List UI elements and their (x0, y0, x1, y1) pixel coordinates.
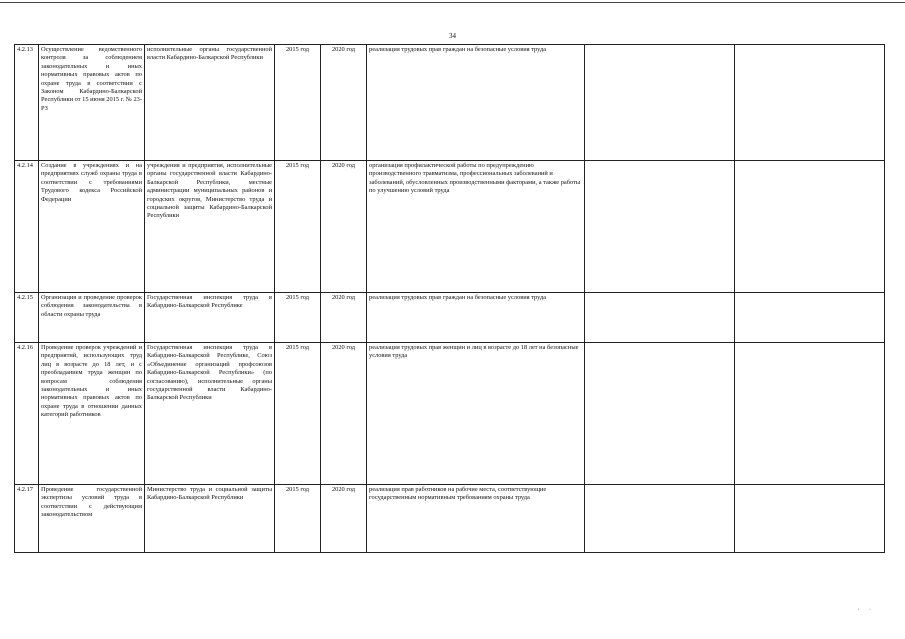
activity-cell: Проведение проверок учреждений и предприятий, использующих труд лиц в возрасте до 18 лет, и с преобладанием труда женщин по вопросам соблюдения законодательных и иных нормативных правовых актов по охране труда в отношении данных категорий работников (39, 343, 145, 485)
row-number: 4.2.15 (15, 293, 39, 343)
executor-cell: Министерство труда и социальной защиты Кабардино-Балкарской Республики (145, 485, 275, 553)
result-cell: реализация трудовых прав женщин и лиц в возрасте до 18 лет на безопасные условия труда (367, 343, 585, 485)
scan-top-edge (0, 2, 905, 3)
table-row (15, 161, 885, 293)
result-cell: реализация прав работников на рабочие места, соответствующие государственным нормативным требованиям охраны труда (367, 485, 585, 553)
start-year-cell: 2015 год (275, 45, 321, 161)
empty-cell (585, 293, 735, 343)
table-row (15, 343, 885, 485)
result-cell: организация профилактической работы по предупреждению производственного травматизма, профессиональных заболеваний и заболеваний, обусловленных производственными факторами, а также работы по улучшению условий труда (367, 161, 585, 293)
end-year-cell: 2020 год (321, 293, 367, 343)
row-number: 4.2.17 (15, 485, 39, 553)
empty-cell (735, 485, 885, 553)
end-year-cell: 2020 год (321, 45, 367, 161)
measures-table (14, 44, 885, 553)
activity-cell: Создание в учреждениях и на предприятиях служб охраны труда в соответствии с требованиями Трудового кодекса Российской Федерации (39, 161, 145, 293)
activity-cell: Осуществление ведомственного контроля за соблюдением законодательных и иных нормативных правовых актов по охране труда в соответствии с Законом Кабардино-Балкарской Республики от 15 июня 2015 г. № 23-РЗ (39, 45, 145, 161)
row-number: 4.2.13 (15, 45, 39, 161)
empty-cell (585, 343, 735, 485)
empty-cell (585, 45, 735, 161)
empty-cell (585, 161, 735, 293)
start-year-cell: 2015 год (275, 293, 321, 343)
table-row (15, 485, 885, 553)
empty-cell (585, 485, 735, 553)
executor-cell: Государственная инспекция труда в Кабардино-Балкарской Республике, Союз «Объединение организаций профсоюзов Кабардино-Балкарской Республики» (по согласованию), исполнительные органы государственной власти Кабардино-Балкарской Республики (145, 343, 275, 485)
empty-cell (735, 293, 885, 343)
table-row (15, 293, 885, 343)
scan-artifact-marks: · · (857, 607, 875, 613)
end-year-cell: 2020 год (321, 343, 367, 485)
executor-cell: Государственная инспекция труда в Кабардино-Балкарской Республике (145, 293, 275, 343)
empty-cell (735, 161, 885, 293)
start-year-cell: 2015 год (275, 485, 321, 553)
start-year-cell: 2015 год (275, 343, 321, 485)
result-cell: реализация трудовых прав граждан на безопасные условия труда (367, 45, 585, 161)
executor-cell: исполнительные органы государственной власти Кабардино-Балкарской Республики (145, 45, 275, 161)
empty-cell (735, 45, 885, 161)
end-year-cell: 2020 год (321, 485, 367, 553)
table-row (15, 45, 885, 161)
executor-cell: учреждения и предприятия, исполнительные органы государственной власти Кабардино-Балкарской Республики, местные администрации муниципальных районов и городских округов, Министерство труда и социальной защиты Кабардино-Балкарской Республики (145, 161, 275, 293)
page-number: 34 (449, 32, 456, 40)
activity-cell: Проведение государственной экспертизы условий труда в соответствии с действующим законодательством (39, 485, 145, 553)
result-cell: реализация трудовых прав граждан на безопасные условия труда (367, 293, 585, 343)
start-year-cell: 2015 год (275, 161, 321, 293)
activity-cell: Организация и проведение проверок соблюдения законодательства в области охраны труда (39, 293, 145, 343)
empty-cell (735, 343, 885, 485)
row-number: 4.2.16 (15, 343, 39, 485)
end-year-cell: 2020 год (321, 161, 367, 293)
row-number: 4.2.14 (15, 161, 39, 293)
